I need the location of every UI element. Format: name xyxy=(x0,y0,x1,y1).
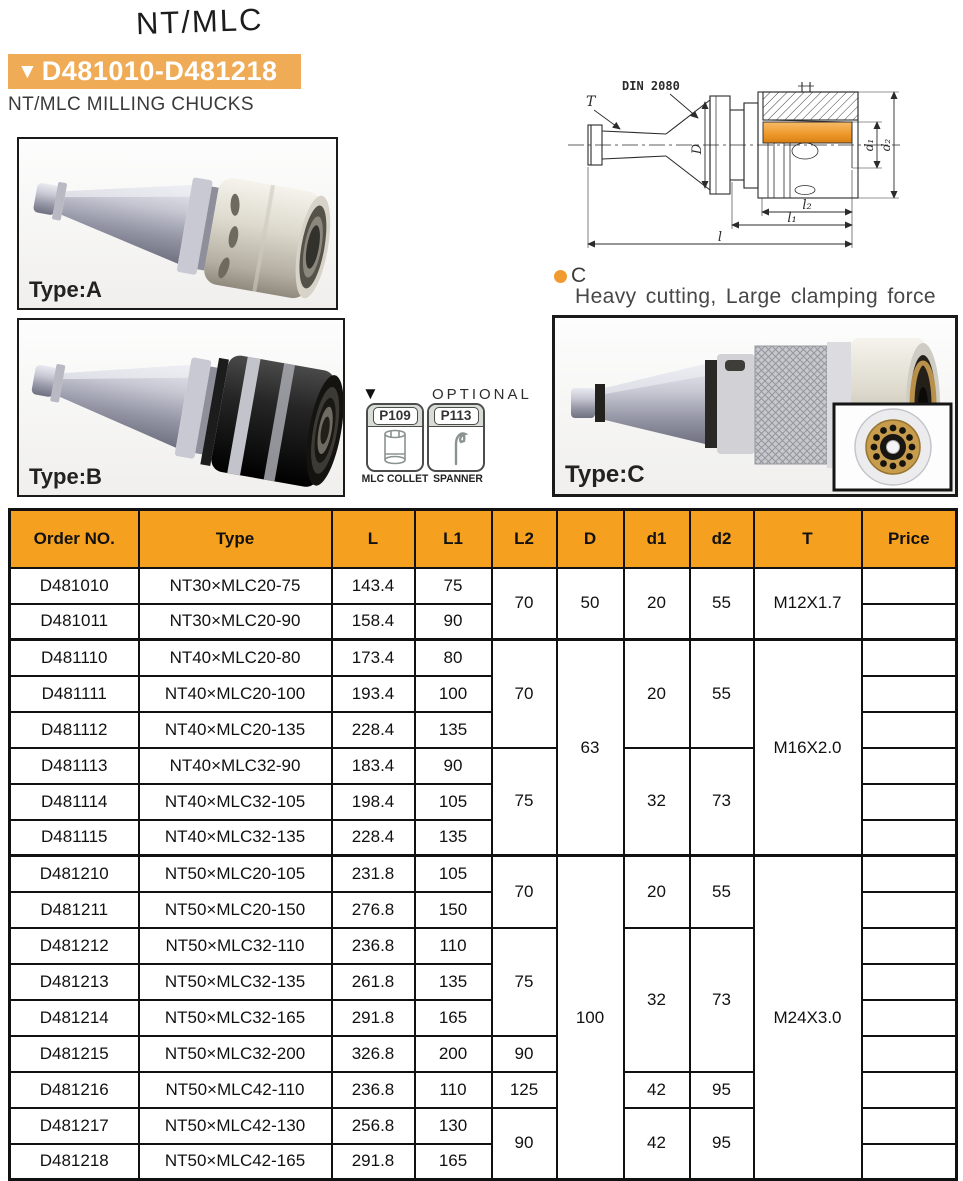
table-cell: 75 xyxy=(415,568,492,604)
triangle-marker-icon: ▼ xyxy=(17,60,38,83)
table-cell: NT50×MLC42-165 xyxy=(139,1144,332,1180)
spec-table-wrap xyxy=(8,508,955,1181)
table-cell: 55 xyxy=(690,568,754,640)
table-cell: NT50×MLC20-105 xyxy=(139,856,332,892)
table-cell: 158.4 xyxy=(332,604,415,640)
table-cell xyxy=(862,712,957,748)
table-cell: 90 xyxy=(415,748,492,784)
table-cell: 20 xyxy=(624,568,690,640)
table-cell: 143.4 xyxy=(332,568,415,604)
type-c-photo-box xyxy=(552,315,958,497)
table-cell: 32 xyxy=(624,928,690,1072)
table-cell: D481210 xyxy=(10,856,139,892)
table-cell: NT40×MLC20-100 xyxy=(139,676,332,712)
dim-label-T: T xyxy=(586,94,596,110)
table-cell: 165 xyxy=(415,1144,492,1180)
table-cell: 70 xyxy=(492,568,557,640)
table-cell: 50 xyxy=(557,568,624,640)
spanner-icon xyxy=(443,428,469,466)
table-cell: NT50×MLC32-110 xyxy=(139,928,332,964)
table-body xyxy=(10,568,957,1180)
header-type: Type xyxy=(139,510,332,568)
table-cell xyxy=(862,856,957,892)
optional-code-p113: P113 xyxy=(434,407,479,425)
table-cell: 200 xyxy=(415,1036,492,1072)
table-cell: 150 xyxy=(415,892,492,928)
table-cell: 90 xyxy=(492,1108,557,1180)
table-cell: 173.4 xyxy=(332,640,415,676)
dim-label-d1: d₁ xyxy=(862,138,876,152)
table-cell: M24X3.0 xyxy=(754,856,862,1180)
table-cell xyxy=(862,1036,957,1072)
table-row xyxy=(10,568,957,604)
table-cell: NT50×MLC20-150 xyxy=(139,892,332,928)
table-cell: 228.4 xyxy=(332,712,415,748)
range-banner xyxy=(8,54,301,89)
table-cell: 20 xyxy=(624,640,690,748)
table-cell: 55 xyxy=(690,640,754,748)
header-price: Price xyxy=(862,510,957,568)
table-cell: D481217 xyxy=(10,1108,139,1144)
table-cell: 256.8 xyxy=(332,1108,415,1144)
header-L1: L1 xyxy=(415,510,492,568)
table-cell: 105 xyxy=(415,856,492,892)
table-cell: 80 xyxy=(415,640,492,676)
table-cell: D481111 xyxy=(10,676,139,712)
header-L: L xyxy=(332,510,415,568)
page-subtitle: NT/MLC MILLING CHUCKS xyxy=(8,94,254,115)
table-cell: D481211 xyxy=(10,892,139,928)
table-cell: 55 xyxy=(690,856,754,928)
table-cell: D481218 xyxy=(10,1144,139,1180)
optional-triangle-icon: ▼ xyxy=(362,384,379,403)
table-cell: 75 xyxy=(492,748,557,856)
table-cell: D481115 xyxy=(10,820,139,856)
feature-bullet-label: C xyxy=(571,264,587,287)
optional-code-strip xyxy=(429,405,483,427)
table-cell: D481214 xyxy=(10,1000,139,1036)
table-cell: NT50×MLC32-165 xyxy=(139,1000,332,1036)
table-cell: M16X2.0 xyxy=(754,640,862,856)
header-d2: d2 xyxy=(690,510,754,568)
table-cell: 110 xyxy=(415,928,492,964)
table-cell xyxy=(862,1000,957,1036)
table-cell: 236.8 xyxy=(332,1072,415,1108)
type-a-label: Type:A xyxy=(29,277,102,302)
table-cell: D481212 xyxy=(10,928,139,964)
table-cell: 100 xyxy=(557,856,624,1180)
table-cell: NT40×MLC32-105 xyxy=(139,784,332,820)
table-cell: 70 xyxy=(492,640,557,748)
table-cell: D481010 xyxy=(10,568,139,604)
table-cell: 42 xyxy=(624,1108,690,1180)
table-cell: 125 xyxy=(492,1072,557,1108)
table-cell: 90 xyxy=(415,604,492,640)
table-cell: 130 xyxy=(415,1108,492,1144)
dim-label-l2: l₂ xyxy=(802,198,812,213)
table-cell: 20 xyxy=(624,856,690,928)
optional-code-p109: P109 xyxy=(373,407,418,425)
optional-name-spanner: SPANNER xyxy=(433,473,483,485)
table-cell: 95 xyxy=(690,1072,754,1108)
din-standard-label: DIN 2080 xyxy=(622,79,680,93)
table-cell: NT40×MLC32-135 xyxy=(139,820,332,856)
table-cell: D481113 xyxy=(10,748,139,784)
table-cell xyxy=(862,784,957,820)
table-cell: 165 xyxy=(415,1000,492,1036)
table-cell xyxy=(862,748,957,784)
table-cell: NT40×MLC20-135 xyxy=(139,712,332,748)
optional-card-p109 xyxy=(366,403,424,472)
orange-bullet-icon xyxy=(554,270,567,283)
table-cell: 70 xyxy=(492,856,557,928)
table-cell: 291.8 xyxy=(332,1000,415,1036)
drawing-outline xyxy=(568,82,900,198)
table-cell xyxy=(862,676,957,712)
table-cell: 32 xyxy=(624,748,690,856)
header-d1: d1 xyxy=(624,510,690,568)
table-cell: 198.4 xyxy=(332,784,415,820)
type-c-label: Type:C xyxy=(565,461,645,488)
table-cell: D481114 xyxy=(10,784,139,820)
table-row xyxy=(10,856,957,892)
dim-label-d2: d₂ xyxy=(879,138,893,152)
range-banner-text: D481010-D481218 xyxy=(41,56,278,86)
table-cell: D481011 xyxy=(10,604,139,640)
type-a-photo-box xyxy=(17,137,338,310)
table-cell: D481110 xyxy=(10,640,139,676)
table-cell xyxy=(862,892,957,928)
table-cell xyxy=(862,640,957,676)
type-c-face-inset xyxy=(834,404,951,490)
mlc-collet-icon xyxy=(380,428,410,466)
table-cell: D481112 xyxy=(10,712,139,748)
dim-label-D: D xyxy=(690,143,705,155)
table-cell: D481216 xyxy=(10,1072,139,1108)
table-cell: NT40×MLC32-90 xyxy=(139,748,332,784)
table-cell: 63 xyxy=(557,640,624,856)
table-cell: 135 xyxy=(415,712,492,748)
table-cell: NT50×MLC42-130 xyxy=(139,1108,332,1144)
dim-label-l: l xyxy=(717,230,723,245)
table-cell xyxy=(862,1144,957,1180)
table-cell: 236.8 xyxy=(332,928,415,964)
table-cell: 193.4 xyxy=(332,676,415,712)
optional-title: OPTIONAL xyxy=(432,386,532,403)
table-cell: 231.8 xyxy=(332,856,415,892)
header-order-no: Order NO. xyxy=(10,510,139,568)
table-cell xyxy=(862,820,957,856)
technical-drawing xyxy=(558,58,962,262)
optional-name-mlc-collet: MLC COLLET xyxy=(361,473,429,485)
table-cell xyxy=(862,604,957,640)
table-cell: D481213 xyxy=(10,964,139,1000)
table-cell: 73 xyxy=(690,748,754,856)
type-b-photo-box xyxy=(17,318,345,497)
table-cell: 90 xyxy=(492,1036,557,1072)
table-cell: NT40×MLC20-80 xyxy=(139,640,332,676)
optional-code-strip xyxy=(368,405,422,427)
table-cell xyxy=(862,568,957,604)
table-cell: NT30×MLC20-75 xyxy=(139,568,332,604)
table-cell: D481215 xyxy=(10,1036,139,1072)
table-cell: 135 xyxy=(415,964,492,1000)
table-cell: 261.8 xyxy=(332,964,415,1000)
table-cell: 228.4 xyxy=(332,820,415,856)
header-D: D xyxy=(557,510,624,568)
table-cell: NT50×MLC42-110 xyxy=(139,1072,332,1108)
table-cell: 42 xyxy=(624,1072,690,1108)
table-header-row xyxy=(10,510,957,568)
header-L2: L2 xyxy=(492,510,557,568)
table-cell xyxy=(862,1108,957,1144)
table-cell: NT50×MLC32-135 xyxy=(139,964,332,1000)
table-cell xyxy=(862,928,957,964)
table-cell xyxy=(862,964,957,1000)
page-title: NT/MLC xyxy=(135,1,264,42)
table-cell: 110 xyxy=(415,1072,492,1108)
table-cell: 105 xyxy=(415,784,492,820)
table-cell: 73 xyxy=(690,928,754,1072)
table-cell: 291.8 xyxy=(332,1144,415,1180)
table-cell: 135 xyxy=(415,820,492,856)
dim-label-l1: l₁ xyxy=(787,211,797,226)
table-cell: NT30×MLC20-90 xyxy=(139,604,332,640)
feature-description: Heavy cutting, Large clamping force xyxy=(575,285,937,308)
table-cell: 276.8 xyxy=(332,892,415,928)
table-cell: 183.4 xyxy=(332,748,415,784)
table-cell xyxy=(862,1072,957,1108)
table-cell: 100 xyxy=(415,676,492,712)
type-b-label: Type:B xyxy=(29,464,102,489)
table-cell: 95 xyxy=(690,1108,754,1180)
spec-table xyxy=(8,508,958,1181)
optional-card-p113 xyxy=(427,403,485,472)
table-row xyxy=(10,640,957,676)
table-cell: M12X1.7 xyxy=(754,568,862,640)
header-T: T xyxy=(754,510,862,568)
table-cell: NT50×MLC32-200 xyxy=(139,1036,332,1072)
table-cell: 75 xyxy=(492,928,557,1036)
table-cell: 326.8 xyxy=(332,1036,415,1072)
